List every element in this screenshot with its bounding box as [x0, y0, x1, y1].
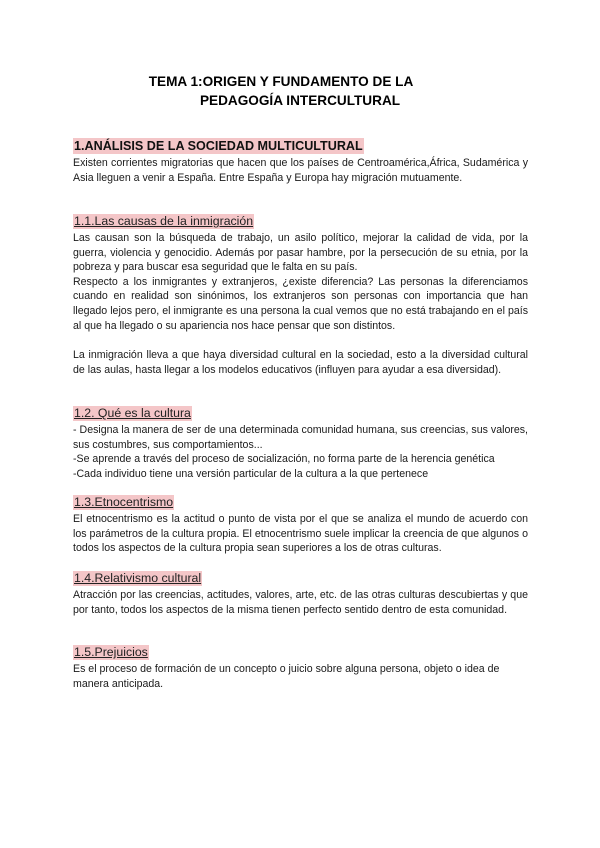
- section-paragraph: Las causan son la búsqueda de trabajo, un asilo político, mejorar la calidad de vida, por la guerra, violencia y genocidio. Además por pasar hambre, por la persecución de su etnia, por la pobreza y para buscar esa seguridad que le falta en su país.: [73, 232, 528, 274]
- section-causas: [73, 212, 528, 377]
- title-line-1: TEMA 1:ORIGEN Y FUNDAMENTO DE LA: [148, 74, 414, 89]
- section-paragraph: Existen corrientes migratorias que hacen que los países de Centroamérica,África, Sudamérica y Asia lleguen a venir a España. Entre España y Europa hay migración mutuamente.: [73, 157, 528, 184]
- title-line-2: PEDAGOGÍA INTERCULTURAL: [199, 93, 401, 108]
- section-heading: 1.ANÁLISIS DE LA SOCIEDAD MULTICULTURAL: [74, 139, 363, 153]
- section-paragraph: -Se aprende a través del proceso de socialización, no forma parte de la herencia genética: [73, 453, 495, 466]
- section-etnocentrismo: [73, 493, 528, 556]
- section-heading: 1.4.Relativismo cultural: [74, 571, 202, 585]
- section-paragraph: - Designa la manera de ser de una determinada comunidad humana, sus creencias, sus valores, sus costumbres, sus comportamientos...: [73, 424, 528, 451]
- section-cultura: [73, 404, 528, 481]
- section-heading: 1.5.Prejuicios: [74, 645, 148, 659]
- section-analisis: [73, 137, 528, 185]
- section-paragraph: La inmigración lleva a que haya diversidad cultural en la sociedad, esto a la diversidad cultural de las aulas, hasta llegar a los modelos educativos (influyen para ayudar a esa diversidad).: [73, 349, 528, 376]
- section-paragraph: Es el proceso de formación de un concepto o juicio sobre alguna persona, objeto o idea de manera anticipada.: [73, 663, 500, 690]
- section-paragraph: -Cada individuo tiene una versión particular de la cultura a la que pertenece: [73, 467, 429, 480]
- section-heading: 1.1.Las causas de la inmigración: [74, 214, 254, 228]
- section-paragraph: Atracción por las creencias, actitudes, valores, arte, etc. de las otras culturas descubiertas y que por tanto, todos los aspectos de la misma tienen perfecto sentido dentro de esta comunidad.: [73, 589, 528, 616]
- section-paragraph: Respecto a los inmigrantes y extranjeros, ¿existe diferencia? Las personas la diferenciamos cuando en realidad son sinónimos, los extranjeros son personas con importancia que han llegado lejos pero, el inmigrante es una persona la cual vemos que no está trabajando en el país al que ha llegado o su apariencia nos hace pensar que son distintos.: [73, 275, 528, 332]
- section-heading: 1.3.Etnocentrismo: [74, 495, 174, 509]
- page-title: [0, 72, 600, 110]
- section-prejuicios: [73, 643, 528, 691]
- section-heading: 1.2. Qué es la cultura: [74, 406, 191, 420]
- section-paragraph: El etnocentrismo es la actitud o punto de vista por el que se analiza el mundo de acuerdo con los parámetros de la cultura propia. El etnocentrismo suele implicar la creencia de que algunos o todos los aspectos de la cultura propia sean superiores a los de otras culturas.: [73, 513, 528, 555]
- section-relativismo: [73, 569, 528, 617]
